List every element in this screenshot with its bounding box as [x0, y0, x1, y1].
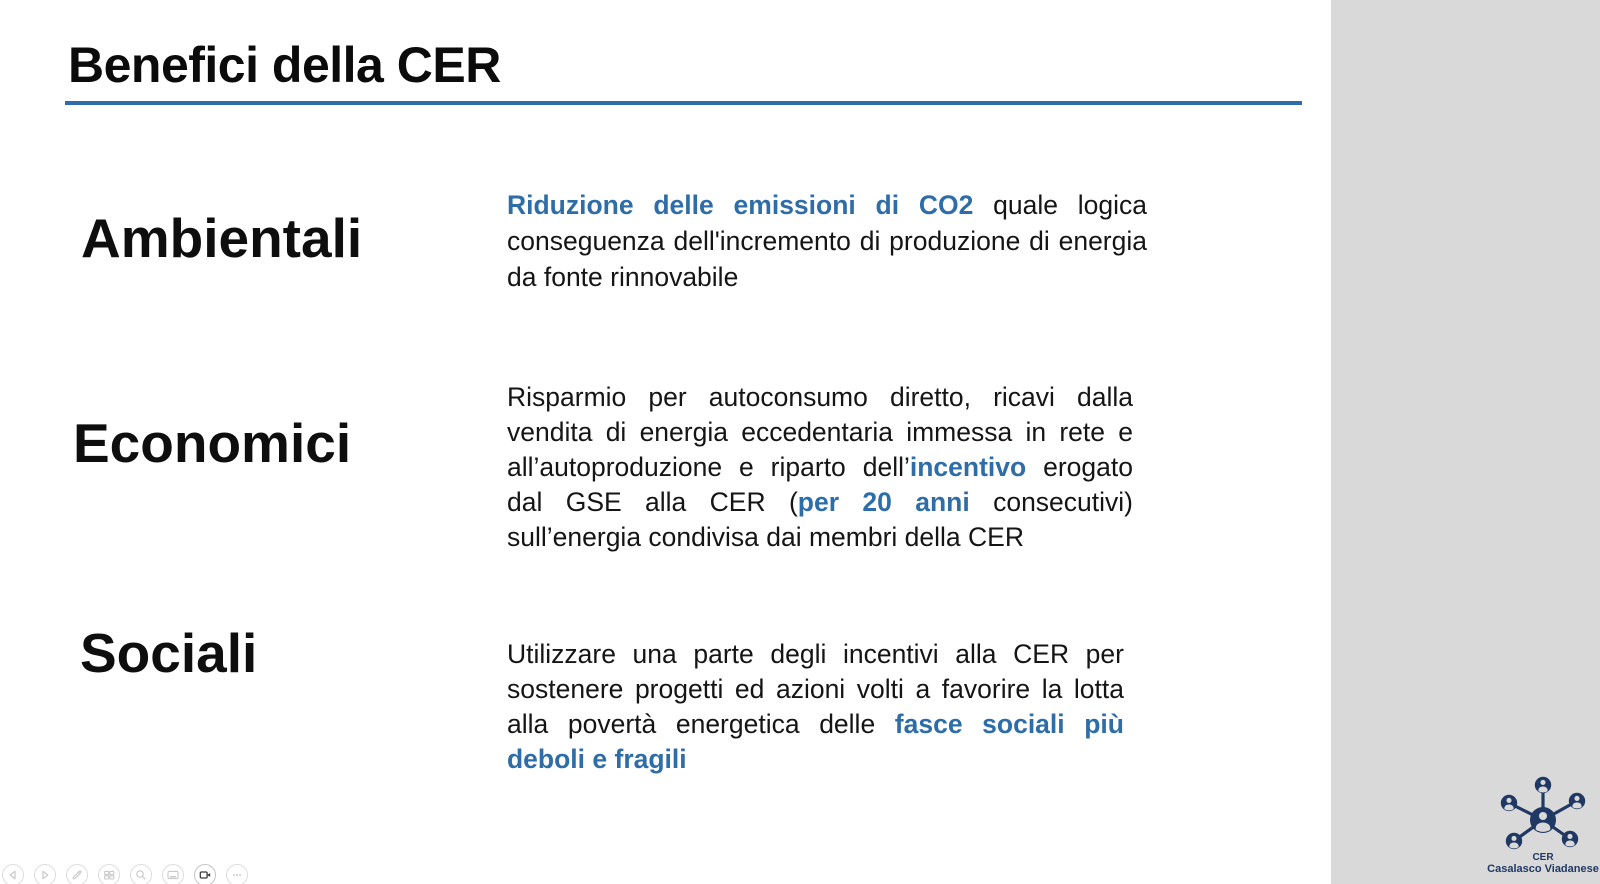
- camera-toggle-button[interactable]: [194, 864, 216, 884]
- zoom-icon: [134, 868, 148, 882]
- section-paragraph-economici: [507, 380, 1133, 555]
- body-text: erogato dal GSE alla CER (: [507, 452, 1133, 517]
- previous-icon: [6, 868, 20, 882]
- section-heading-sociali: Sociali: [80, 622, 258, 684]
- slide-title: Benefici della CER: [68, 37, 501, 93]
- more-icon: [230, 868, 244, 882]
- highlighted-text: fasce sociali più deboli e fragili: [507, 709, 1124, 774]
- gray-sidebar: [1331, 0, 1600, 884]
- highlighted-text: per 20 anni: [797, 487, 970, 517]
- zoom-slide-button[interactable]: [130, 864, 152, 884]
- next-slide-button[interactable]: [34, 864, 56, 884]
- all-slides-button[interactable]: [98, 864, 120, 884]
- body-text: Risparmio per autoconsumo diretto, ricavi dalla vendita di energia eccedentaria immessa in rete e all’autoproduzione e riparto dell’: [507, 382, 1133, 482]
- pen-icon: [70, 868, 84, 882]
- logo-name: Casalasco Viadanese: [1487, 863, 1599, 875]
- highlighted-text: Riduzione delle emissioni di CO2: [507, 190, 974, 220]
- pen-tools-button[interactable]: [66, 864, 88, 884]
- body-text: consecutivi) sull’energia condivisa dai membri della CER: [507, 487, 1133, 552]
- section-paragraph-ambientali: [507, 187, 1147, 295]
- cer-logo: [1483, 773, 1600, 876]
- captions-button[interactable]: [162, 864, 184, 884]
- next-icon: [38, 868, 52, 882]
- body-text: quale logica conseguenza dell'incremento di produzione di energia da fonte rinnovabile: [507, 190, 1148, 292]
- section-heading-economici: Economici: [73, 412, 352, 474]
- all-slides-icon: [102, 868, 116, 882]
- camera-icon: [198, 868, 212, 882]
- section-heading-ambientali: Ambientali: [81, 207, 363, 269]
- title-underline: [65, 101, 1302, 105]
- section-paragraph-sociali: [507, 637, 1124, 777]
- cer-network-icon: [1493, 773, 1593, 851]
- slideshow-toolbar: [2, 864, 248, 884]
- captions-icon: [166, 868, 180, 882]
- previous-slide-button[interactable]: [2, 864, 24, 884]
- logo-acronym: CER: [1532, 852, 1554, 863]
- more-options-button[interactable]: [226, 864, 248, 884]
- highlighted-text: incentivo: [909, 452, 1027, 482]
- body-text: Utilizzare una parte degli incentivi alla CER per sostenere progetti ed azioni volti a favorire la lotta alla povertà energetica delle: [507, 639, 1124, 739]
